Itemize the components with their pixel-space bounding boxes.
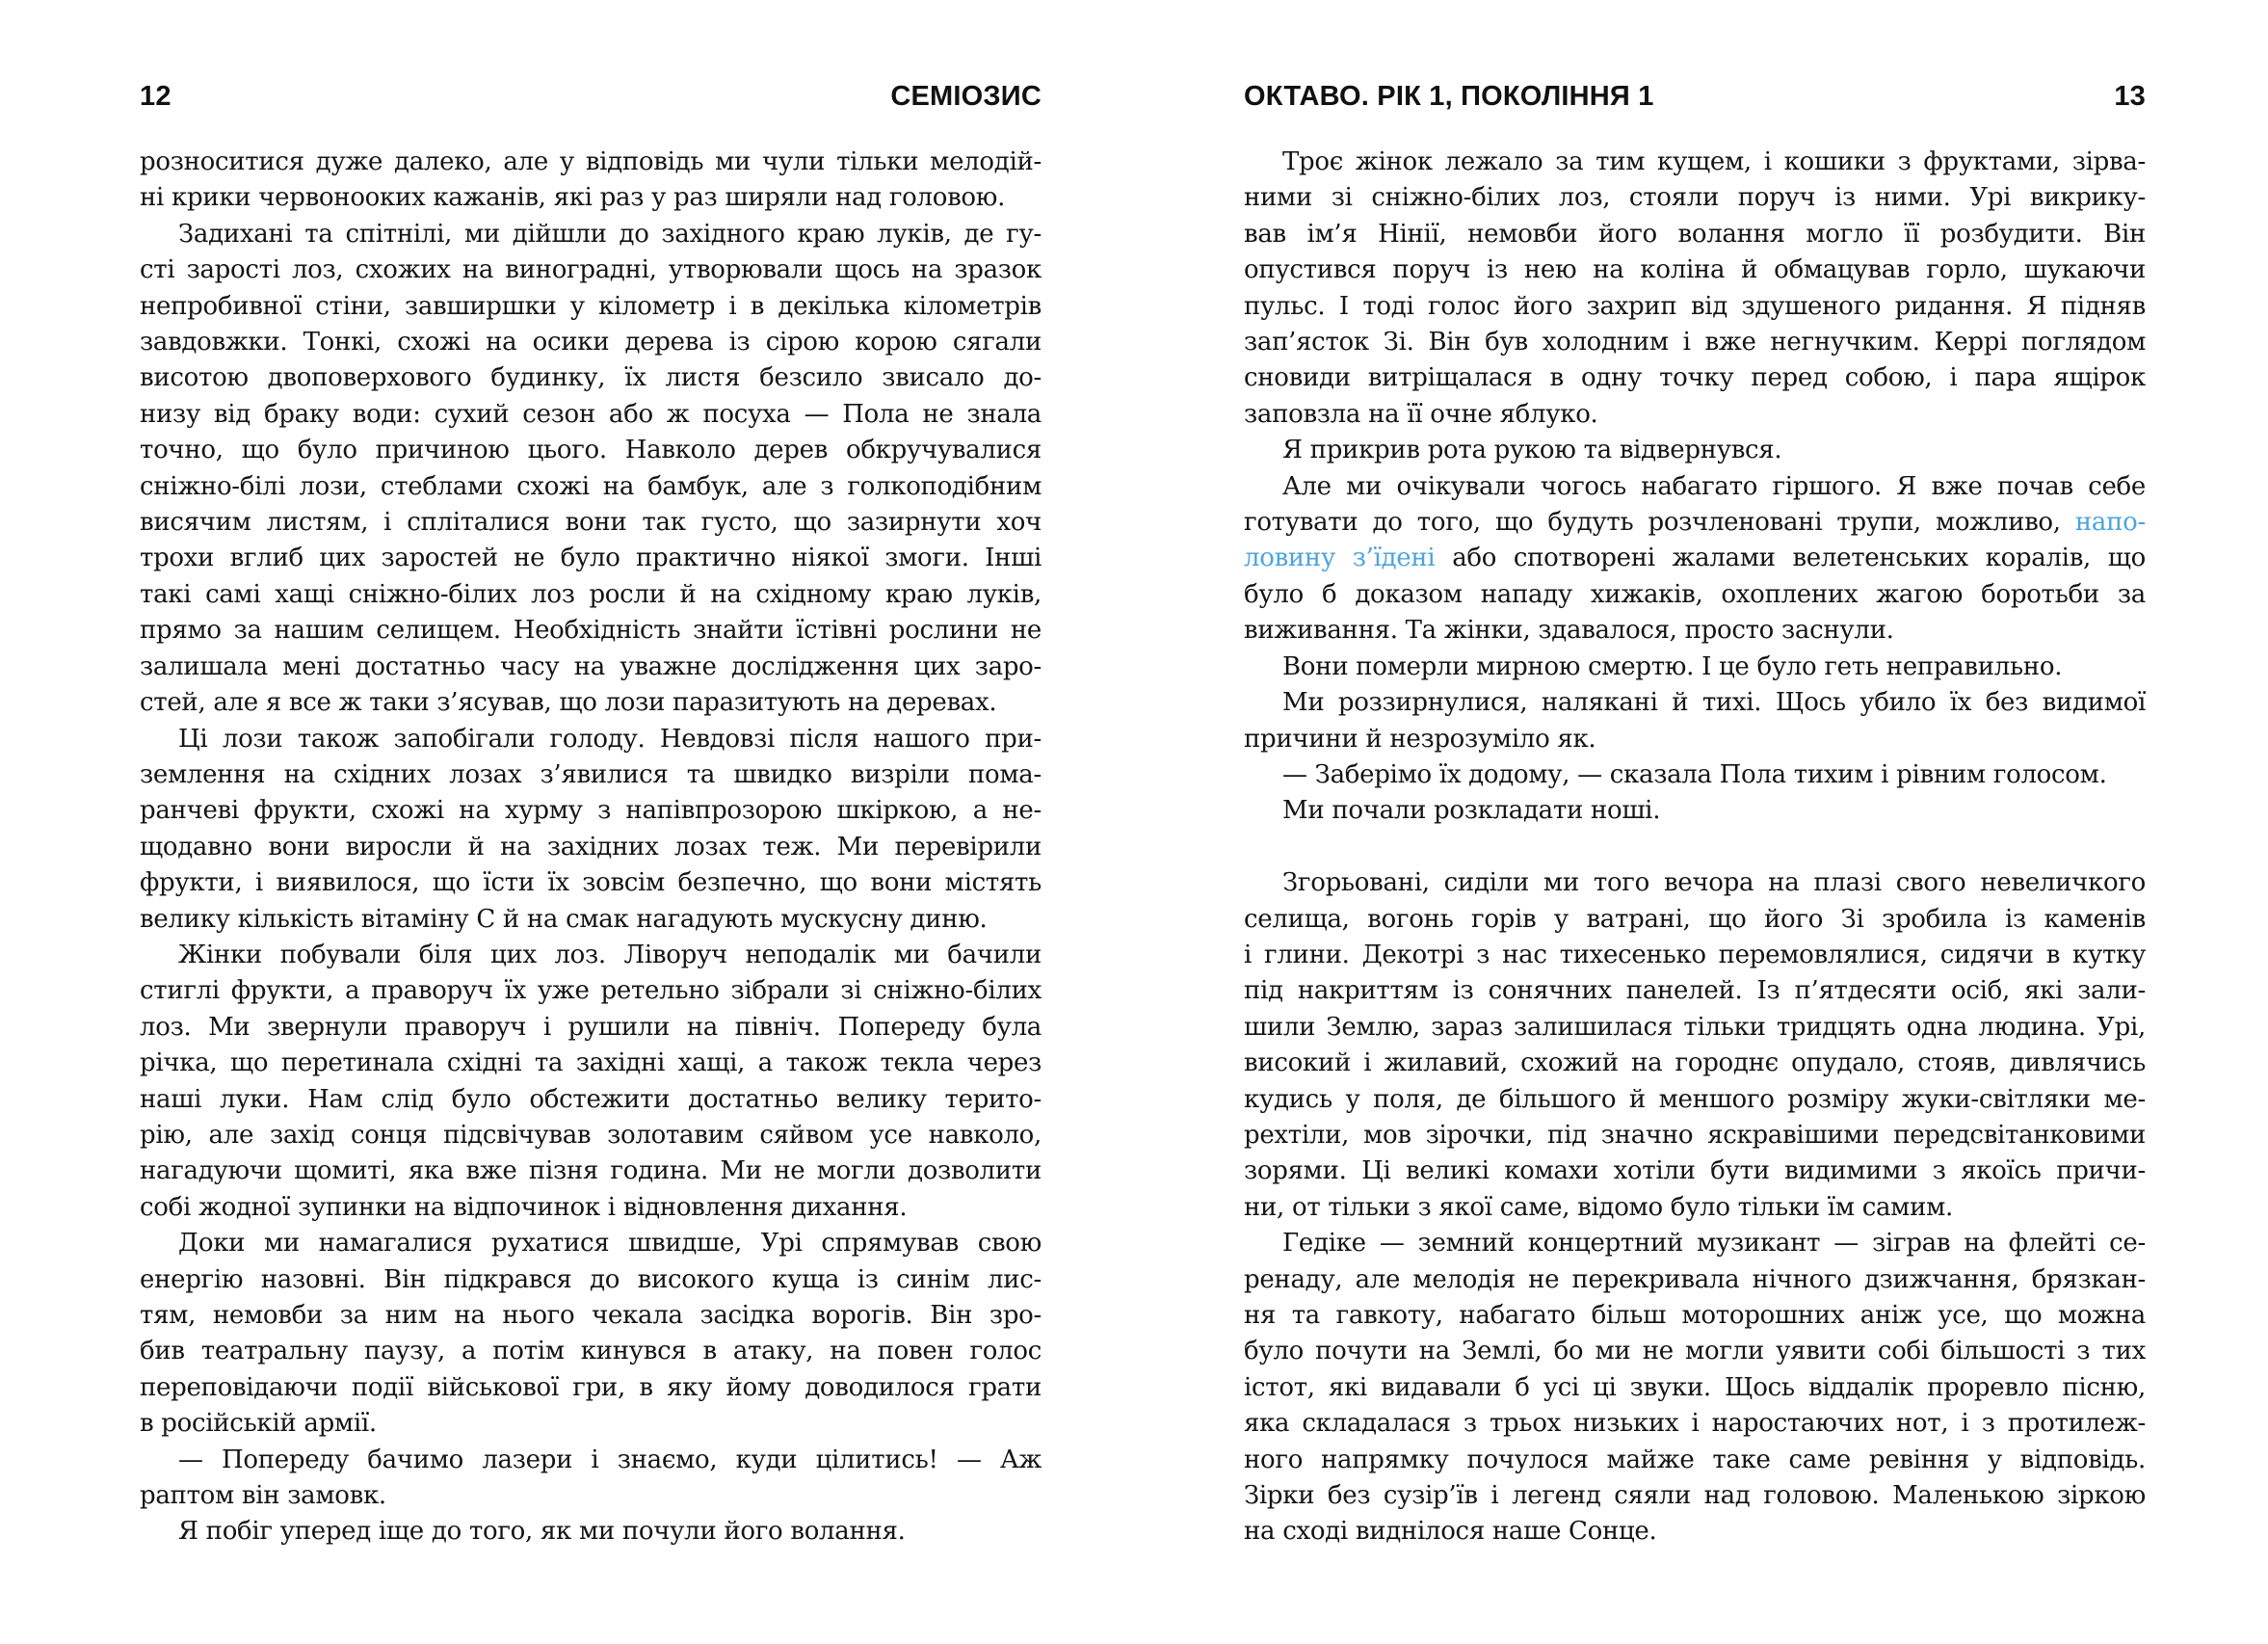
text-run: фрукти, і виявилося, що їсти їх зовсім безпечно, що вони містять <box>140 868 1042 898</box>
text-run: високий і жилавий, схожий на городнє опудало, стояв, дивлячись <box>1244 1048 2146 1078</box>
text-run: рію, але захід сонця підсвічував золотавим сяйвом усе навколо, <box>140 1120 1042 1150</box>
text-run: собі жодної зупинки на відпочинок і відновлення дихання. <box>140 1192 908 1222</box>
text-line <box>1244 360 2146 396</box>
text-line <box>140 757 1042 793</box>
text-run: Троє жінок лежало за тим кущем, і кошики з фруктами, зірва- <box>1282 147 2146 176</box>
running-title: СЕМІОЗИС <box>890 81 1042 112</box>
text-run: ні крики червонооких кажанів, які раз у раз ширяли над головою. <box>140 183 1006 213</box>
text-line <box>1244 973 2146 1009</box>
text-run: висотою двоповерхового будинку, їх листя безсило звисало до- <box>140 363 1042 393</box>
text-line <box>140 217 1042 252</box>
text-line <box>1244 902 2146 938</box>
text-run: ня та гавкоту, набагато більш моторошних аніж усе, що можна <box>1244 1300 2146 1330</box>
text-run: було б доказом нападу хижаків, охоплених жагою боротьби за <box>1244 579 2146 609</box>
text-line <box>1244 1298 2146 1334</box>
text-line <box>1244 433 2146 468</box>
text-line <box>140 830 1042 865</box>
text-line <box>140 1226 1042 1261</box>
text-run: — Попереду бачимо лазери і знаємо, куди цілитись! — Аж <box>178 1445 1042 1474</box>
text-line <box>140 505 1042 541</box>
text-run: вав ім’я Нінії, немовби його волання могло її розбудити. Він <box>1244 219 2146 249</box>
text-line <box>1244 1262 2146 1298</box>
text-line <box>1244 1118 2146 1153</box>
text-line <box>1244 577 2146 613</box>
text-run: шили Землю, зараз залишилася тільки тридцять одна людина. Урі, <box>1244 1012 2146 1042</box>
text-run: істот, які видавали б усі ці звуки. Щось віддалік проревло пісню, <box>1244 1372 2146 1402</box>
text-run: переповідаючи події військової гри, в яку йому доводилося грати <box>140 1372 1042 1402</box>
text-run: ни, от тільки з якої саме, відомо було тільки їм самим. <box>1244 1192 1954 1222</box>
text-run: енергію назовні. Він підкрався до високого куща із синім лис- <box>140 1264 1042 1294</box>
text-run: Я прикрив рота рукою та відвернувся. <box>1282 436 1782 465</box>
text-run: сніжно-білі лози, стеблами схожі на бамбук, але з голкоподібним <box>140 471 1042 501</box>
text-run: Згорьовані, сиділи ми того вечора на плазі свого невеличкого <box>1282 868 2146 898</box>
text-run: щодавно вони виросли й на західних лозах теж. Ми перевірили <box>140 832 1042 862</box>
text-run: Жінки побували біля цих лоз. Ліворуч неподалік ми бачили <box>178 940 1042 969</box>
text-line <box>140 1443 1042 1478</box>
text-run: наші луки. Нам слід було обстежити достатньо велику терито- <box>140 1084 1042 1114</box>
text-run: землення на східних лозах з’явилися та швидко визріли пома- <box>140 759 1042 789</box>
text-line <box>140 145 1042 180</box>
text-line <box>140 1298 1042 1334</box>
text-run: тям, немовби за ним на нього чекала засідка ворогів. Він зро- <box>140 1301 1042 1330</box>
text-run: непробивної стіни, завширшки у кілометр і в декілька кілометрів <box>140 291 1042 321</box>
text-run: виживання. Та жінки, здавалося, просто заснули. <box>1244 616 1894 646</box>
text-run: ранчеві фрукти, схожі на хурму з напівпрозорою шкіркою, а не- <box>140 796 1042 826</box>
text-line <box>1244 289 2146 325</box>
text-line <box>1244 793 2146 829</box>
text-line <box>1244 1226 2146 1261</box>
text-line <box>140 289 1042 325</box>
text-line <box>1244 252 2146 288</box>
text-run: рехтіли, мов зірочки, під значно яскравішими передсвітанковими <box>1244 1120 2146 1150</box>
text-run: стиглі фрукти, а праворуч їх уже ретельно зібрали зі сніжно-білих <box>140 976 1042 1006</box>
text-line <box>140 1190 1042 1226</box>
text-line <box>1244 1010 2146 1046</box>
text-run: сті зарості лоз, схожих на виноградні, утворювали щось на зразок <box>140 255 1042 285</box>
text-line <box>1244 1153 2146 1189</box>
text-line <box>140 1334 1042 1369</box>
page-number: 12 <box>140 81 171 112</box>
text-run: на сході виднілося наше Сонце. <box>1244 1517 1657 1547</box>
page-text <box>1244 145 2146 1551</box>
text-line <box>140 397 1042 433</box>
text-run: опустився поруч із нею на коліна й обмацував горло, шукаючи <box>1244 255 2146 285</box>
text-line <box>140 1406 1042 1442</box>
text-line <box>140 1478 1042 1514</box>
text-run: Вони померли мирною смертю. І це було геть неправильно. <box>1282 651 2063 681</box>
text-line <box>140 938 1042 973</box>
text-line <box>1244 541 2146 576</box>
text-run: раптом він замовк. <box>140 1481 386 1511</box>
text-run: такі самі хащі сніжно-білих лоз росли й на східному краю луків, <box>140 579 1042 609</box>
text-line <box>1244 757 2146 793</box>
text-run: заповзла на її очне яблуко. <box>1244 399 1598 429</box>
text-run: було почути на Землі, бо ми не могли уявити собі більшості з тих <box>1244 1337 2146 1366</box>
text-line <box>140 360 1042 396</box>
text-run: завдовжки. Тонкі, схожі на осики дерева із сірою корою сягали <box>140 328 1042 358</box>
page-text <box>140 145 1042 1551</box>
text-line <box>140 650 1042 685</box>
text-line <box>140 469 1042 505</box>
text-run: під накриттям із сонячних панелей. Із п’ятдесяти осіб, які зали- <box>1244 976 2146 1006</box>
text-run: Я побіг уперед іще до того, як ми почули його волання. <box>178 1517 906 1547</box>
text-line <box>1244 505 2146 541</box>
text-line <box>1244 685 2146 721</box>
text-run: розноситися дуже далеко, але у відповідь ми чули тільки мелодій- <box>140 147 1042 176</box>
text-run: і глини. Декотрі з нас тихесенько перемовлялися, сидячи в кутку <box>1244 940 2146 969</box>
text-run: кудись у поля, де більшого й меншого розміру жуки-світляки ме- <box>1244 1084 2146 1114</box>
text-run: Але ми очікували чогось набагато гіршого. Я вже почав себе <box>1282 471 2146 501</box>
text-line <box>1244 1370 2146 1406</box>
text-run: або спотворені жалами велетенських коралів, що <box>1435 544 2146 573</box>
text-run: низу від браку води: сухий сезон або ж посуха — Пола не знала <box>140 399 1042 429</box>
text-line <box>1244 1406 2146 1442</box>
text-run: ними зі сніжно-білих лоз, стояли поруч із ними. Урі викрику- <box>1244 183 2146 213</box>
text-run: Ми роззирнулися, налякані й тихі. Щось убило їх без видимої <box>1282 688 2146 718</box>
text-line <box>1244 1478 2146 1514</box>
text-line <box>1244 865 2146 901</box>
highlighted-phrase: напо- <box>2074 508 2146 538</box>
text-line <box>1244 397 2146 433</box>
text-run: висячим листям, і спліталися вони так густо, що зазирнути хоч <box>140 508 1042 538</box>
text-run: Зірки без сузір’їв і легенд сяяли над головою. Маленькою зіркою <box>1244 1481 2146 1511</box>
text-run: пульс. І тоді голос його захрип від здушеного ридання. Я підняв <box>1244 291 2146 321</box>
blank-line <box>1244 830 2146 865</box>
page-number: 13 <box>2114 81 2146 112</box>
text-line <box>1244 145 2146 180</box>
text-line <box>1244 613 2146 649</box>
text-line <box>140 1153 1042 1189</box>
text-run: річка, що перетинала східні та західні хащі, а також текла через <box>140 1048 1042 1078</box>
text-run: ренаду, але мелодія не перекривала нічного дзижчання, брязкан- <box>1244 1264 2146 1294</box>
text-line <box>140 613 1042 649</box>
text-run: нагадуючи щомиті, яка вже пізня година. Ми не могли дозволити <box>140 1156 1042 1186</box>
right-page-header <box>1244 81 2146 113</box>
text-line <box>140 1514 1042 1550</box>
text-line <box>140 973 1042 1009</box>
text-line <box>140 252 1042 288</box>
text-line <box>140 685 1042 721</box>
text-line <box>1244 325 2146 360</box>
text-line <box>140 1046 1042 1081</box>
text-line <box>140 1010 1042 1046</box>
text-line <box>1244 1443 2146 1478</box>
text-run: в російській армії. <box>140 1409 377 1439</box>
right-page <box>1244 0 2146 1644</box>
text-run: — Заберімо їх додому, — сказала Пола тихим і рівним голосом. <box>1282 759 2107 789</box>
text-line <box>140 1082 1042 1118</box>
left-page-header <box>140 81 1042 113</box>
text-line <box>140 1370 1042 1406</box>
text-run: Доки ми намагалися рухатися швидше, Урі спрямував свою <box>178 1229 1042 1259</box>
text-line <box>1244 1046 2146 1081</box>
text-run: лоз. Ми звернули праворуч і рушили на північ. Попереду була <box>140 1012 1042 1042</box>
text-line <box>140 793 1042 829</box>
text-run: зап’ясток Зі. Він був холодним і вже негнучким. Керрі поглядом <box>1244 328 2146 358</box>
text-line <box>1244 1334 2146 1369</box>
text-line <box>140 180 1042 216</box>
text-run: Задихані та спітнілі, ми дійшли до західного краю луків, де гу- <box>178 219 1042 249</box>
text-line <box>140 902 1042 938</box>
text-run: Ми почали розкладати ноші. <box>1282 796 1661 826</box>
text-line <box>140 1118 1042 1153</box>
text-run: бив театральну паузу, а потім кинувся в атаку, на повен голос <box>140 1337 1042 1366</box>
text-run: сновиди витріщалася в одну точку перед собою, і пара ящірок <box>1244 363 2146 393</box>
text-line <box>140 541 1042 576</box>
text-run: залишала мені достатньо часу на уважне дослідження цих заро- <box>140 651 1042 681</box>
text-line <box>140 722 1042 757</box>
text-run: яка складалася з трьох низьких і наростаючих нот, і з протилеж- <box>1244 1409 2146 1439</box>
text-line <box>1244 1514 2146 1550</box>
text-run: зорями. Ці великі комахи хотіли бути видимими з якоїсь причи- <box>1244 1156 2146 1186</box>
text-line <box>140 433 1042 468</box>
text-run: Гедіке — земний концертний музикант — зіграв на флейті се- <box>1282 1229 2146 1259</box>
text-run: причини й незрозуміло як. <box>1244 724 1596 754</box>
left-page <box>140 0 1042 1644</box>
text-run: точно, що було причиною цього. Навколо дерев обкручувалися <box>140 436 1042 465</box>
text-line <box>140 1262 1042 1298</box>
running-title: ОКТАВО. РІК 1, ПОКОЛІННЯ 1 <box>1244 81 1654 112</box>
text-line <box>140 577 1042 613</box>
highlighted-phrase: ловину з’їдені <box>1244 544 1436 573</box>
text-run: селища, вогонь горів у ватрані, що його Зі зробила із каменів <box>1244 904 2146 934</box>
text-line <box>1244 217 2146 252</box>
text-run: ного напрямку почулося майже таке саме ревіння у відповідь. <box>1244 1445 2146 1474</box>
text-line <box>1244 650 2146 685</box>
text-line <box>1244 1082 2146 1118</box>
text-line <box>1244 469 2146 505</box>
text-line <box>140 865 1042 901</box>
text-run: стей, але я все ж таки з’ясував, що лози паразитують на деревах. <box>140 688 997 718</box>
text-run: Ці лози також запобігали голоду. Невдовзі після нашого при- <box>178 724 1042 754</box>
text-line <box>1244 180 2146 216</box>
text-line <box>140 325 1042 360</box>
text-run: трохи вглиб цих заростей не було практично ніякої змоги. Інші <box>140 544 1042 573</box>
text-line <box>1244 1190 2146 1226</box>
text-run: велику кількість вітаміну С й на смак нагадують мускусну диню. <box>140 904 988 934</box>
text-run: прямо за нашим селищем. Необхідність знайти їстівні рослини не <box>140 616 1042 646</box>
text-line <box>1244 938 2146 973</box>
text-run: готувати до того, що будуть розчленовані трупи, можливо, <box>1244 508 2075 538</box>
text-line <box>1244 722 2146 757</box>
